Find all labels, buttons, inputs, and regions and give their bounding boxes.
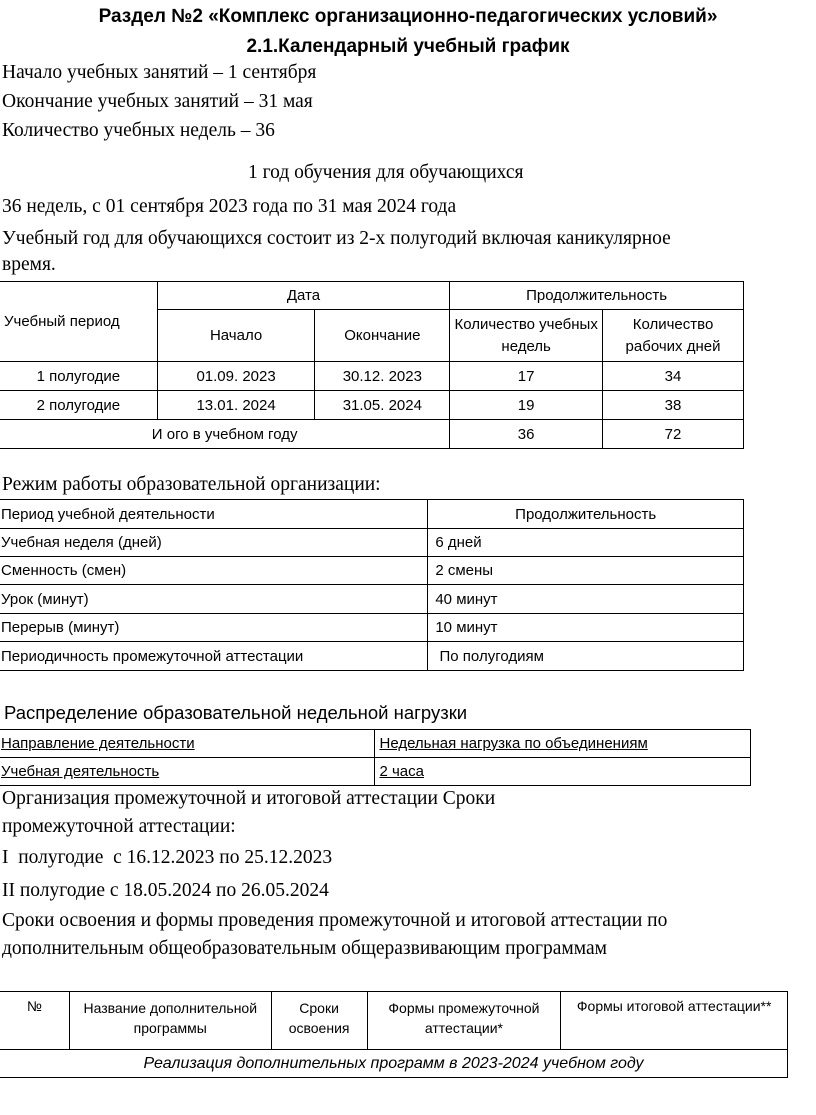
mode-row-value: 10 минут <box>428 614 744 642</box>
semesters-text: Учебный год для обучающихся состоит из 2-х полугодий включая каникулярное <box>2 228 671 249</box>
mode-row-value: 6 дней <box>428 529 744 557</box>
row-weeks: 19 <box>450 391 603 420</box>
subsection-title: 2.1.Календарный учебный график <box>246 36 570 57</box>
row-end: 31.05. 2024 <box>315 391 450 420</box>
table-row <box>0 529 744 557</box>
col-duration-header: Продолжительность <box>450 282 744 310</box>
load-col-load-header: Недельная нагрузка по объединениям <box>375 730 751 758</box>
programs-table <box>0 991 788 1078</box>
mode-row-name: Сменность (смен) <box>0 557 428 585</box>
table-row <box>0 758 751 786</box>
col-weeks-header: Количество учебных недель <box>450 310 603 362</box>
col-days-header: Количество рабочих дней <box>603 310 744 362</box>
row-days: 38 <box>603 391 744 420</box>
total-label: И ого в учебном году <box>0 420 450 449</box>
end-date-text: Окончание учебных занятий – 31 мая <box>2 91 313 112</box>
attestation-text-cont: промежуточной аттестации: <box>2 816 236 837</box>
table-row <box>0 585 744 614</box>
forms-text-cont: дополнительным общеобразовательным общеразвивающим программам <box>2 938 607 959</box>
row-period: 1 полугодие <box>0 362 157 391</box>
load-table <box>0 729 751 786</box>
col-start-header: Начало <box>157 310 315 362</box>
semesters-text-cont: время. <box>2 254 56 275</box>
semester2-dates: II полугодие с 18.05.2024 по 26.05.2024 <box>2 880 329 901</box>
table-row <box>0 557 744 585</box>
mode-row-value: 40 минут <box>428 585 744 614</box>
col-date-header: Дата <box>157 282 450 310</box>
table-row <box>0 362 744 391</box>
table-row <box>0 1050 788 1078</box>
load-row-load: 2 часа <box>375 758 751 786</box>
col-num-header: № <box>0 992 69 1050</box>
table-row <box>0 642 744 671</box>
mode-table <box>0 499 744 671</box>
col-end-header: Окончание <box>315 310 450 362</box>
load-col-direction-header: Направление деятельности <box>0 730 375 758</box>
mode-row-name: Периодичность промежуточной аттестации <box>0 642 428 671</box>
mode-row-value: По полугодиям <box>428 642 744 671</box>
total-days: 72 <box>603 420 744 449</box>
mode-row-value: 2 смены <box>428 557 744 585</box>
mode-col-period-header: Период учебной деятельности <box>0 500 428 529</box>
attestation-text: Организация промежуточной и итоговой аттестации Сроки <box>2 788 496 809</box>
mode-row-name: Перерыв (минут) <box>0 614 428 642</box>
row-weeks: 17 <box>450 362 603 391</box>
col-name-header: Название дополнительной программы <box>69 992 271 1050</box>
period-text: 36 недель, с 01 сентября 2023 года по 31 мая 2024 года <box>2 196 457 217</box>
col-final-header: Формы итоговой аттестации** <box>561 992 788 1050</box>
col-period-header: Учебный период <box>0 282 157 362</box>
mode-heading: Режим работы образовательной организации: <box>2 474 381 495</box>
total-row <box>0 420 744 449</box>
weeks-count-text: Количество учебных недель – 36 <box>2 120 275 141</box>
table-row <box>0 614 744 642</box>
load-heading: Распределение образовательной недельной нагрузки <box>4 702 468 723</box>
row-start: 13.01. 2024 <box>157 391 315 420</box>
mode-row-name: Учебная неделя (дней) <box>0 529 428 557</box>
mode-col-duration-header: Продолжительность <box>428 500 744 529</box>
year-heading: 1 год обучения для обучающихся <box>248 162 524 183</box>
semester1-dates: I полугодие с 16.12.2023 по 25.12.2023 <box>2 847 333 868</box>
load-row-direction: Учебная деятельность <box>0 758 375 786</box>
col-terms-header: Сроки освоения <box>271 992 367 1050</box>
row-days: 34 <box>603 362 744 391</box>
implementation-row: Реализация дополнительных программ в 2023-2024 учебном году <box>0 1050 788 1078</box>
table-row <box>0 391 744 420</box>
schedule-table <box>0 281 744 449</box>
mode-row-name: Урок (минут) <box>0 585 428 614</box>
row-period: 2 полугодие <box>0 391 157 420</box>
total-weeks: 36 <box>450 420 603 449</box>
section-title: Раздел №2 «Комплекс организационно-педагогических условий» <box>98 6 718 27</box>
row-start: 01.09. 2023 <box>157 362 315 391</box>
row-end: 30.12. 2023 <box>315 362 450 391</box>
col-interim-header: Формы промежуточной аттестации* <box>367 992 561 1050</box>
forms-text: Сроки освоения и формы проведения промежуточной и итоговой аттестации по <box>2 910 668 931</box>
start-date-text: Начало учебных занятий – 1 сентября <box>2 62 317 83</box>
